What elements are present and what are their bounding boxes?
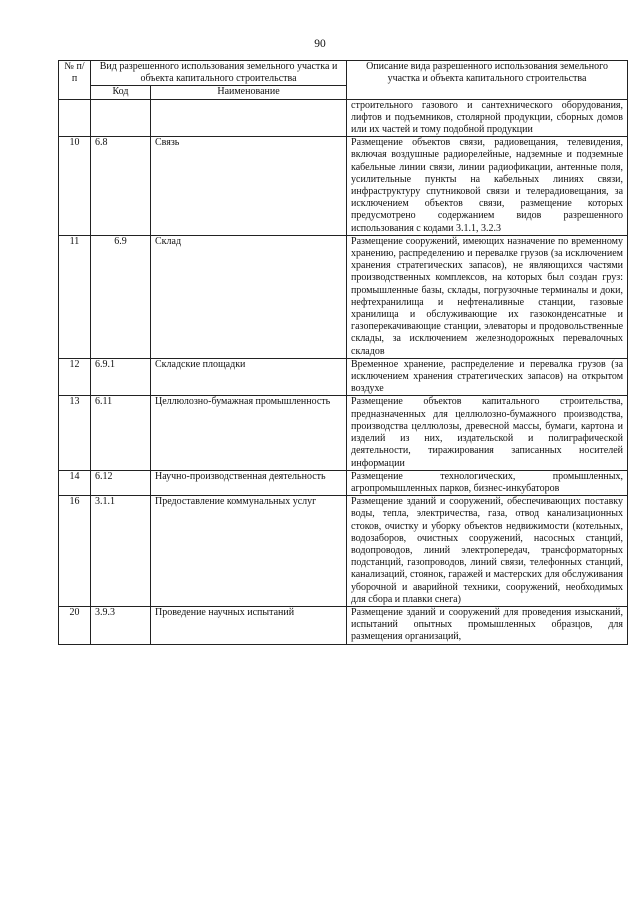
row-name: Проведение научных испытаний (151, 606, 347, 644)
row-name: Предоставление коммунальных услуг (151, 496, 347, 607)
row-description: Размещение сооружений, имеющих назначение по временному хранению, распределению и перевалке грузов (за исключением хранения стратегических запасов), не являющихся частями производственных комплексов, на которых был создан груз: промышленные базы, склады, погрузочные терминалы и доки, нефтехранилища и нефтеналивные станции, газовые хранилища и обслуживающие их газоконденсатные и газоперекачивающие станции, элеваторы и продовольственные склады, за исключением железнодорожных перевалочных складов (347, 235, 628, 358)
row-code (91, 99, 151, 137)
row-description: Размещение объектов капитального строительства, предназначенных для целлюлозно-бумажного производства, производства целлюлозы, древесной массы, бумаги, картона и изделий из них, издательской и полиграфической деятельности, тиражирования записанных носителей информации (347, 396, 628, 470)
table-row (59, 137, 628, 236)
row-name (151, 99, 347, 137)
land-use-table (58, 60, 628, 645)
page-number: 90 (314, 38, 326, 50)
row-code: 6.11 (91, 396, 151, 470)
row-num: 13 (59, 396, 91, 470)
header-code: Код (91, 86, 151, 99)
row-description: Размещение зданий и сооружений, обеспечивающих поставку воды, тепла, электричества, газа, отвод канализационных стоков, очистку и уборку объектов недвижимости (котельных, водозаборов, очистных сооружений, насосных станций, водопроводов, линий электропередач, трансформаторных подстанций, газопроводов, линий связи, телефонных станций, канализаций, стоянок, гаражей и мастерских для обслуживания уборочной и аварийной техники, сооружений, необходимых для сбора и плавки снега) (347, 496, 628, 607)
header-name: Наименование (151, 86, 347, 99)
row-num: 20 (59, 606, 91, 644)
row-num: 10 (59, 137, 91, 236)
row-code: 6.9.1 (91, 358, 151, 396)
table-row (59, 235, 628, 358)
table-row (59, 358, 628, 396)
row-code: 3.9.3 (91, 606, 151, 644)
table-row (59, 470, 628, 495)
row-name: Целлюлозно-бумажная промышленность (151, 396, 347, 470)
row-code: 6.8 (91, 137, 151, 236)
row-description: Временное хранение, распределение и перевалка грузов (за исключением хранения стратегических запасов) на открытом воздухе (347, 358, 628, 396)
row-description: Размещение зданий и сооружений для проведения изысканий, испытаний опытных промышленных образцов, для размещения организаций, (347, 606, 628, 644)
table-row (59, 606, 628, 644)
header-num: № п/п (59, 61, 91, 100)
row-description: строительного газового и сантехнического оборудования, лифтов и подъемников, столярной продукции, сборных домов или их частей и тому подобной продукции (347, 99, 628, 137)
row-num: 14 (59, 470, 91, 495)
row-name: Складские площадки (151, 358, 347, 396)
table-row (59, 496, 628, 607)
table-row (59, 99, 628, 137)
row-name: Научно-производственная деятельность (151, 470, 347, 495)
header-kind: Вид разрешенного использования земельного участка и объекта капитального строительства (91, 61, 347, 86)
row-num: 16 (59, 496, 91, 607)
row-code: 6.9 (91, 235, 151, 358)
row-num: 12 (59, 358, 91, 396)
table-row (59, 396, 628, 470)
row-name: Связь (151, 137, 347, 236)
table-header-row (59, 61, 628, 86)
row-num (59, 99, 91, 137)
row-num: 11 (59, 235, 91, 358)
header-description: Описание вида разрешенного использования земельного участка и объекта капитального строительства (347, 61, 628, 100)
row-code: 3.1.1 (91, 496, 151, 607)
row-name: Склад (151, 235, 347, 358)
row-description: Размещение объектов связи, радиовещания, телевидения, включая воздушные радиорелейные, надземные и подземные кабельные линии связи, линии радиофикации, антенные поля, усилительные пункты на кабельных линиях связи, инфраструктуру спутниковой связи и телерадиовещания, за исключением объектов связи, размещение которых предусмотрено содержанием видов разрешенного использования с кодами 3.1.1, 3.2.3 (347, 137, 628, 236)
row-description: Размещение технологических, промышленных, агропромышленных парков, бизнес-инкубаторов (347, 470, 628, 495)
row-code: 6.12 (91, 470, 151, 495)
